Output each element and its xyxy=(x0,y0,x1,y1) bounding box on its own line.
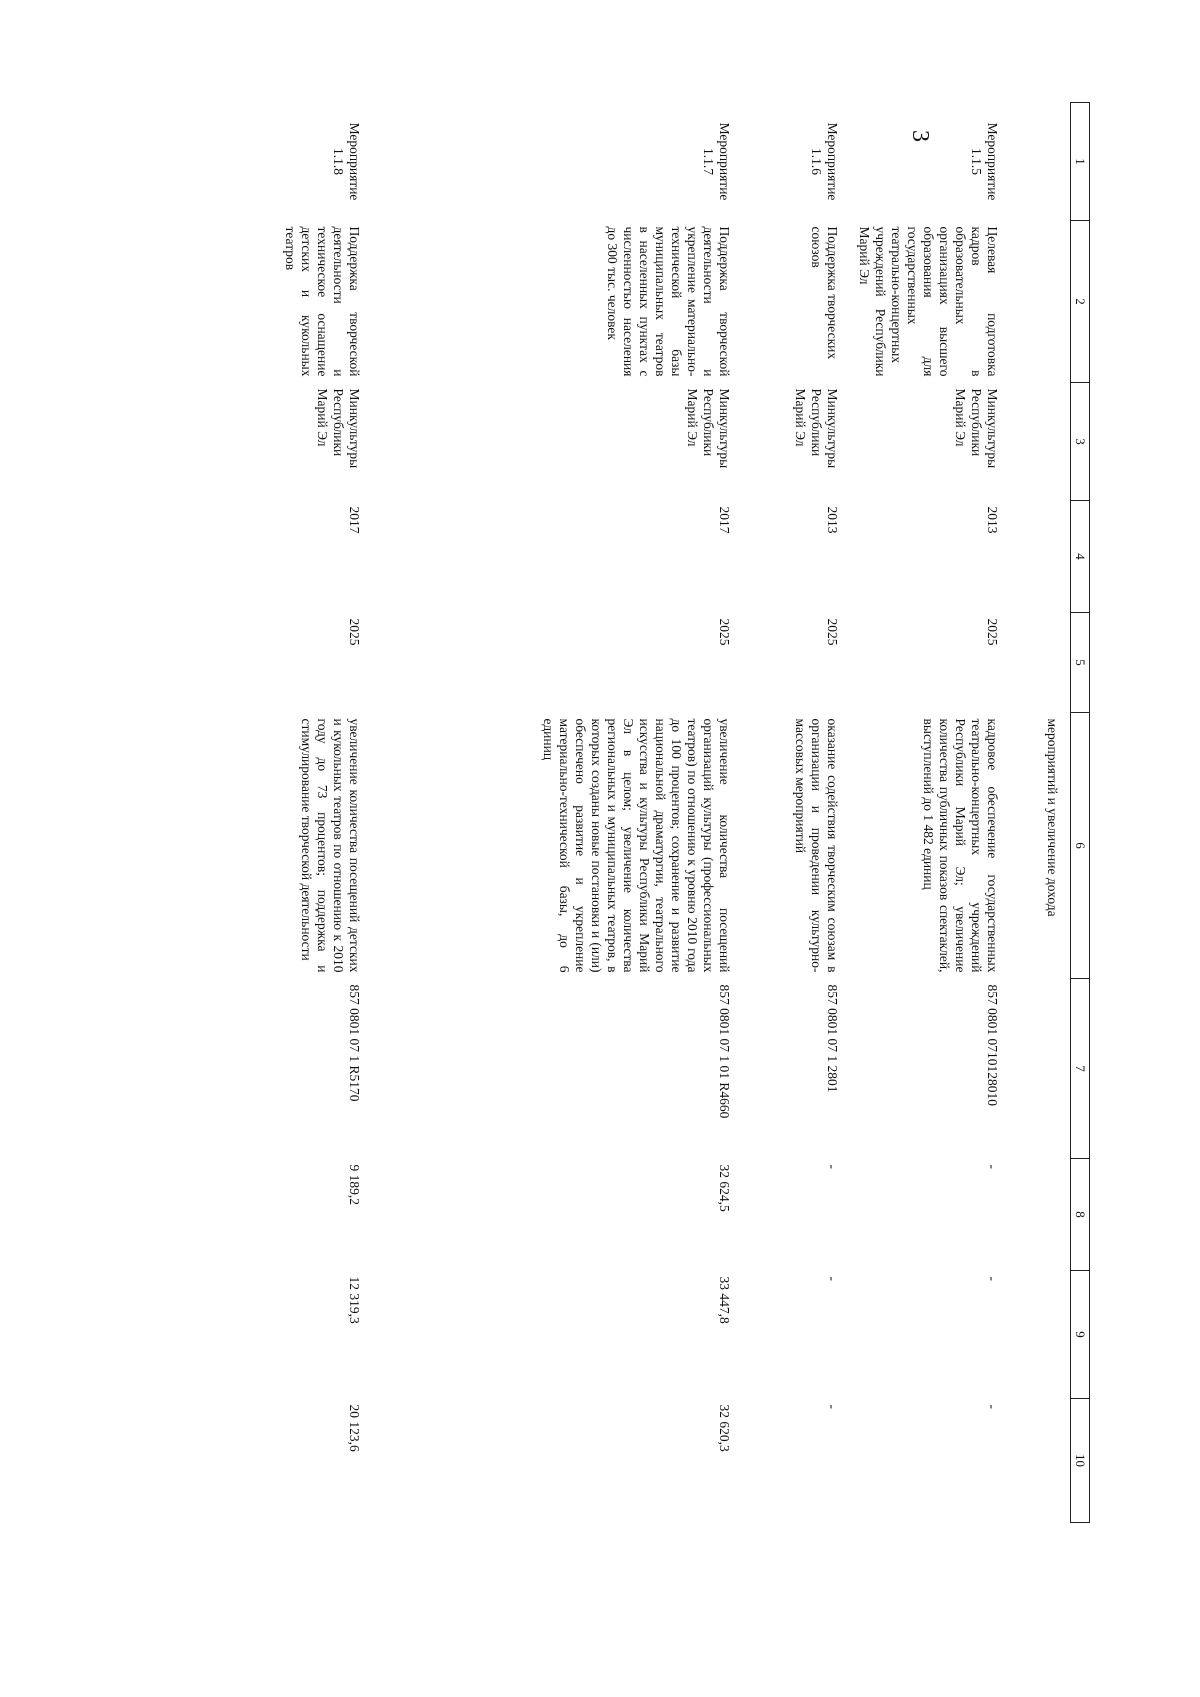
row-executor: Минкультуры Республики Марий Эл xyxy=(315,388,362,469)
col-header-9: 9 xyxy=(1071,1271,1090,1399)
row-id: Мероприятие 1.1.5 xyxy=(969,122,1000,201)
column-number-header xyxy=(1071,103,1090,1523)
row-value-9: - xyxy=(825,1276,840,1281)
row-budget-code: 857 0801 07 1 01 R4660 xyxy=(717,984,732,1119)
col-header-10: 10 xyxy=(1071,1399,1090,1523)
row-name: Поддержка творческой деятельности и техническое оснащение детских и кукольных театров xyxy=(283,226,362,377)
page-number: 3 xyxy=(907,130,933,142)
row-executor: Минкультуры Республики Марий Эл xyxy=(953,388,1000,469)
continuation-result: мероприятий и увеличение дохода xyxy=(1045,718,1060,917)
row-value-8: - xyxy=(825,1164,840,1169)
row-id: Мероприятие 1.1.7 xyxy=(701,122,732,201)
table-row xyxy=(282,103,372,1523)
row-name: Поддержка творческой деятельности и укрепление материально-технической базы муниципальных театров в населенных пунктах с численностью населения до 300 тыс. человек xyxy=(605,226,732,377)
col-header-3: 3 xyxy=(1071,383,1090,501)
row-budget-code: 857 0801 0710128010 xyxy=(985,984,1000,1106)
row-start-year: 2017 xyxy=(347,506,362,534)
continuation-row xyxy=(1012,103,1071,1523)
row-id: Мероприятие 1.1.8 xyxy=(331,122,362,201)
rotated-page-content xyxy=(210,102,1090,1522)
row-executor: Минкультуры Республики Марий Эл xyxy=(685,388,732,469)
row-budget-code: 857 0801 07 1 R5170 xyxy=(347,984,362,1102)
table-row xyxy=(740,103,850,1523)
row-result: оказание содействия творческим союзам в организации и проведении культурно-массовых мероприятий xyxy=(793,718,840,973)
row-name: Целевая подготовка кадров в образовательных организациях высшего образования для государственных театрально-концертных учреждений Республики Марий Эл xyxy=(857,226,1000,377)
row-end-year: 2025 xyxy=(347,618,362,646)
row-start-year: 2013 xyxy=(825,506,840,534)
row-value-9: 33 447,8 xyxy=(717,1276,732,1324)
table-row xyxy=(372,103,740,1523)
row-id: Мероприятие 1.1.6 xyxy=(809,122,840,201)
row-value-9: - xyxy=(985,1276,1000,1281)
row-value-10: 32 620,3 xyxy=(717,1404,732,1452)
col-header-8: 8 xyxy=(1071,1159,1090,1271)
col-header-7: 7 xyxy=(1071,979,1090,1159)
row-value-8: 9 189,2 xyxy=(347,1164,362,1205)
row-end-year: 2025 xyxy=(985,618,1000,646)
row-value-8: 32 624,5 xyxy=(717,1164,732,1212)
col-header-5: 5 xyxy=(1071,613,1090,713)
row-value-10: - xyxy=(985,1404,1000,1409)
row-value-10: 20 123,6 xyxy=(347,1404,362,1452)
row-value-10: - xyxy=(825,1404,840,1409)
row-end-year: 2025 xyxy=(717,618,732,646)
col-header-1: 1 xyxy=(1071,103,1090,221)
row-start-year: 2013 xyxy=(985,506,1000,534)
col-header-4: 4 xyxy=(1071,501,1090,613)
row-name: Поддержка творческих союзов xyxy=(809,226,840,360)
row-end-year: 2025 xyxy=(825,618,840,646)
row-value-8: - xyxy=(985,1164,1000,1169)
table-row xyxy=(850,103,1012,1523)
row-executor: Минкультуры Республики Марий Эл xyxy=(793,388,840,469)
col-header-6: 6 xyxy=(1071,713,1090,979)
row-value-9: 12 319,3 xyxy=(347,1276,362,1324)
row-result: увеличение количества посещений детских и кукольных театров по отношению к 2010 году до 73 процентов; поддержка и стимулирование творческой деятельности xyxy=(299,718,362,973)
row-result: кадровое обеспечение государственных театрально-концертных учреждений Республики Марий Эл; увеличение количества публичных показов спектаклей, выступлений до 1 482 единиц xyxy=(921,718,1000,973)
row-start-year: 2017 xyxy=(717,506,732,534)
row-result: увеличение количества посещений организаций культуры (профессиональных театров) по отношению к уровню 2010 года до 100 процентов; сохранение и развитие национальной драматургии, театрального искусства и культуры Республики Марий Эл в целом; увеличение количества региональных и муниципальных театров, в которых созданы новые постановки и (или) обеспечено развитие и укрепление материально-технической базы, до 6 единиц xyxy=(541,718,732,973)
program-table xyxy=(282,102,1090,1523)
col-header-2: 2 xyxy=(1071,221,1090,383)
row-budget-code: 857 0801 07 1 2801 xyxy=(825,984,840,1093)
